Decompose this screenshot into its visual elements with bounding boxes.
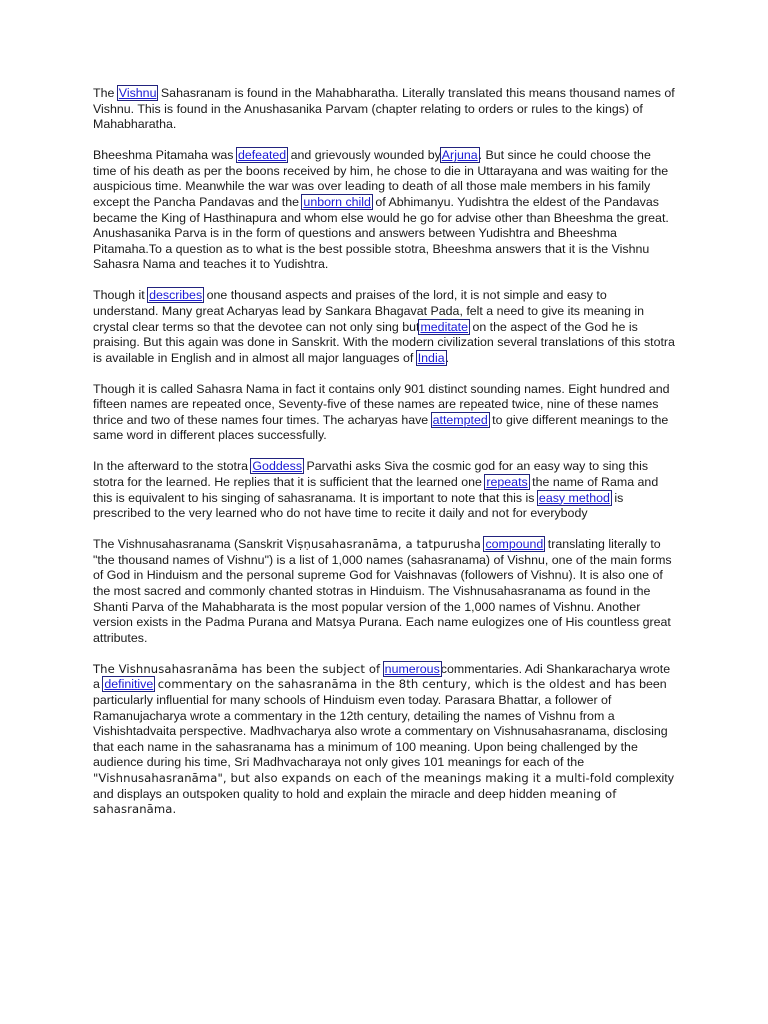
paragraph-text: Parvathi asks Siva the cosmic god for an easy way to sing this stotra for the learned. He replies that it is sufficient that the learned one	[93, 459, 649, 490]
inline-link[interactable]: attempted	[432, 412, 488, 427]
paragraph-text: .	[445, 350, 450, 365]
paragraph-text: In the afterward to the stotra	[93, 459, 252, 474]
paragraph-text: . But since he could choose the time of his death as per the boons received by him, he chose to die in Uttarayana and was waiting for the auspicious time. Meanwhile the war was over leading to death of all those male members in his family except the Pancha Pandavas and the	[93, 148, 669, 209]
paragraph	[93, 382, 675, 444]
paragraph-text: one thousand aspects and praises of the lord, it is not simple and easy to understand. Many great Acharyas lead by Sankara Bhagavat Pada, felt a need to give its meaning in crystal clear terms so that the devotee can not only sing but	[93, 288, 645, 334]
paragraph-text: is prescribed to the very learned who do not have time to recite it daily and not for everybody	[93, 490, 624, 521]
paragraph-text: The Vishnusahasranāma has been the subject of	[93, 661, 381, 676]
paragraph	[93, 537, 675, 646]
paragraph-text: "Vishnusahasranāma", but also expands on each of the meanings making it a multi-fold	[93, 770, 612, 785]
paragraph-text: and grievously wounded by	[287, 148, 441, 163]
paragraph-text: Though it	[93, 288, 149, 303]
inline-link[interactable]: numerous	[384, 661, 440, 676]
inline-link[interactable]: Goddess	[252, 459, 303, 474]
paragraph-text: commentary on the sahasranāma in the 8th century, which is the oldest and has	[157, 677, 636, 692]
inline-link[interactable]: describes	[149, 288, 203, 303]
inline-link[interactable]: Arjuna	[441, 148, 478, 163]
inline-link[interactable]: Vishnu	[118, 86, 157, 100]
paragraph	[93, 288, 675, 366]
inline-link[interactable]: definitive	[104, 677, 154, 692]
paragraph	[93, 459, 675, 521]
paragraph-text: the name of Rama and this is equivalent to his singing of sahasranama. It is important to note that this is	[93, 475, 659, 505]
paragraph-text: complexity and displays an outspoken quality to hold and explain the miracle and deep hidden	[93, 770, 674, 801]
paragraph-text: Though it is called Sahasra Nama in fact it contains only 901 distinct sounding names. Eight hundred and fifteen names are repeated once, Seventy-five of these names are repeated twice, nine of these names thrice and two of these names four times. The acharyas have	[93, 381, 670, 427]
paragraph-text: of Abhimanyu. Yudishtra the eldest of the Pandavas became the King of Hasthinapura and whom else would he go for advise other than Bheeshma the great. Anushasanika Parva is in the form of questions and answers between Yudishtra and Bheeshma Pitamaha.To a question as to what is the best possible stotra, Bheeshma answers that it is the Vishnu Sahasra Nama and teaches it to Yudishtra.	[93, 194, 669, 272]
paragraph-text: on the aspect of the God he is praising. But this again was done in Sanskrit. With the modern civilization several translations of this stotra is available in English and in almost all major languages of	[93, 319, 675, 365]
paragraph-text: Sahasranam is found in the Mahabharatha. Literally translated this means thousand names of Vishnu. This is found in the Anushasanika Parvam (chapter relating to orders or rules to the kings) of Mahabharatha.	[93, 86, 675, 132]
paragraph-text: The	[93, 86, 118, 100]
document-body	[93, 86, 675, 833]
paragraph-text: The Vishnusahasranama (Sanskrit	[93, 537, 287, 552]
inline-link[interactable]: compound	[485, 537, 544, 552]
inline-link[interactable]: repeats	[486, 475, 528, 490]
paragraph-text: Bheeshma Pitamaha was	[93, 148, 237, 163]
inline-link[interactable]: unborn child	[303, 194, 371, 209]
inline-link[interactable]: defeated	[237, 148, 287, 163]
paragraph-text: meaning of sahasranāma.	[93, 786, 617, 817]
paragraph	[93, 662, 675, 818]
paragraph-text: to give different meanings to the same word in different places successfully.	[93, 412, 669, 443]
paragraph-text: translating literally to "the thousand names of Vishnu") is a list of 1,000 names (sahasranama) of Vishnu, one of the main forms of God in Hinduism and the personal supreme God for Vaishnavas (followers of Vishnu). It is also one of the most sacred and commonly chanted stotras in Hinduism. The Vishnusahasranama as found in the Shanti Parva of the Mahabharata is the most popular version of the 1,000 names of Vishnu. Another version exists in the Padma Purana and Matsya Purana. Each name eulogizes one of His countless great attributes.	[93, 537, 672, 645]
paragraph	[93, 148, 675, 273]
inline-link[interactable]: India	[417, 350, 445, 365]
inline-link[interactable]: easy method	[538, 490, 610, 505]
paragraph-text: commentaries. Adi Shankaracharya wrote a	[93, 661, 671, 692]
paragraph-text: Viṣṇusahasranāma, a tatpurusha	[286, 537, 481, 552]
paragraph	[93, 86, 675, 133]
paragraph-text: been particularly influential for many schools of Hinduism even today. Parasara Bhattar, a follower of Ramanujacharya wrote a commentary in the 12th century, detailing the names of Vishnu from a Vishishtadvaita perspective. Madhvacharya also wrote a commentary on Vishnusahasranama, disclosing that each name in the sahasranama has a minimum of 100 meaning. Upon being challenged by the audience during his time, Sri Madhvacharaya not only gives 101 meanings for each of the	[93, 677, 668, 770]
inline-link[interactable]: meditate	[420, 319, 468, 334]
